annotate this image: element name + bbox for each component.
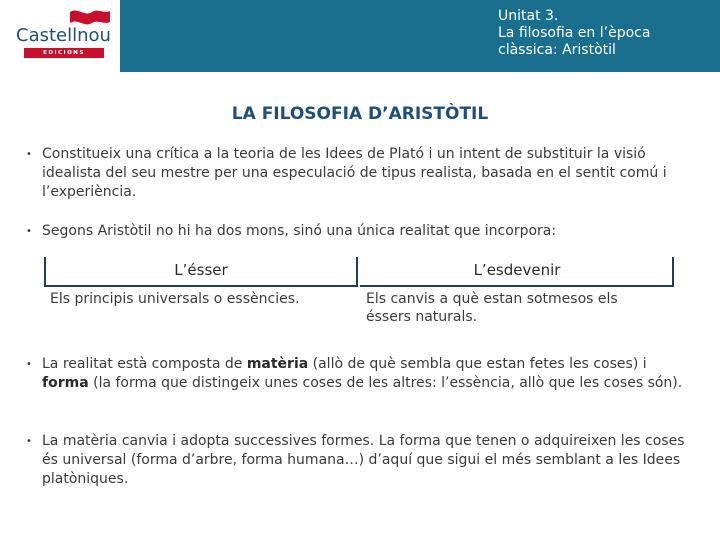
bullet-dot-icon: •: [26, 436, 32, 447]
divider: [360, 285, 674, 287]
logo-text: Castellnou: [16, 25, 111, 46]
bullet-text: La matèria canvia i adopta successives formes. La forma que tenen o adquireixen les coses és universal (forma d’arbre, forma humana…) d’aquí que sigui el més semblant a les Idees platòniques.: [42, 433, 685, 487]
bullet-text-part: La realitat està composta de: [42, 356, 247, 372]
divider: [44, 285, 358, 287]
divider: [672, 257, 674, 285]
divider: [44, 257, 46, 285]
unit-title-line-2: clàssica: Aristòtil: [498, 42, 616, 58]
concept-heading: L’esdevenir: [473, 261, 561, 279]
bullet-dot-icon: •: [26, 226, 32, 237]
logo-subtitle: EDICIONS: [24, 48, 104, 58]
concept-table: [44, 257, 674, 329]
bullet-text-part: (allò de què sembla que estan fetes les coses) i: [308, 356, 647, 372]
divider: [356, 257, 358, 285]
bullet-text: Constitueix una crítica a la teoria de les Idees de Plató i un intent de substituir la visió idealista del seu mestre per una especulació de tipus realista, basada en el sentit comú i l’experiència.: [42, 146, 667, 200]
term-form: forma: [42, 375, 89, 391]
concept-column-becoming: [360, 257, 674, 329]
page-title: LA FILOSOFIA D’ARISTÒTIL: [231, 104, 489, 124]
unit-number: Unitat 3.: [498, 8, 559, 24]
term-matter: matèria: [246, 356, 309, 372]
concept-description: Els principis universals o essències.: [50, 291, 300, 307]
concept-heading: L’ésser: [174, 261, 228, 279]
bullet-dot-icon: •: [26, 149, 32, 160]
bullet-text: Segons Aristòtil no hi ha dos mons, sinó una única realitat que incorpora:: [42, 223, 557, 239]
unit-title: [498, 8, 713, 59]
publisher-logo[interactable]: [14, 6, 114, 66]
bullet-text-part: (la forma que distingeix unes coses de les altres: l’essència, allò que les coses són).: [88, 375, 683, 391]
concept-column-being: [44, 257, 358, 329]
bullet-text: [42, 355, 696, 393]
bullet-dot-icon: •: [26, 359, 32, 370]
header: [0, 0, 720, 72]
concept-description: Els canvis a què estan sotmesos els éssers naturals.: [366, 291, 618, 325]
unit-title-line-1: La filosofia en l’època: [498, 25, 651, 41]
